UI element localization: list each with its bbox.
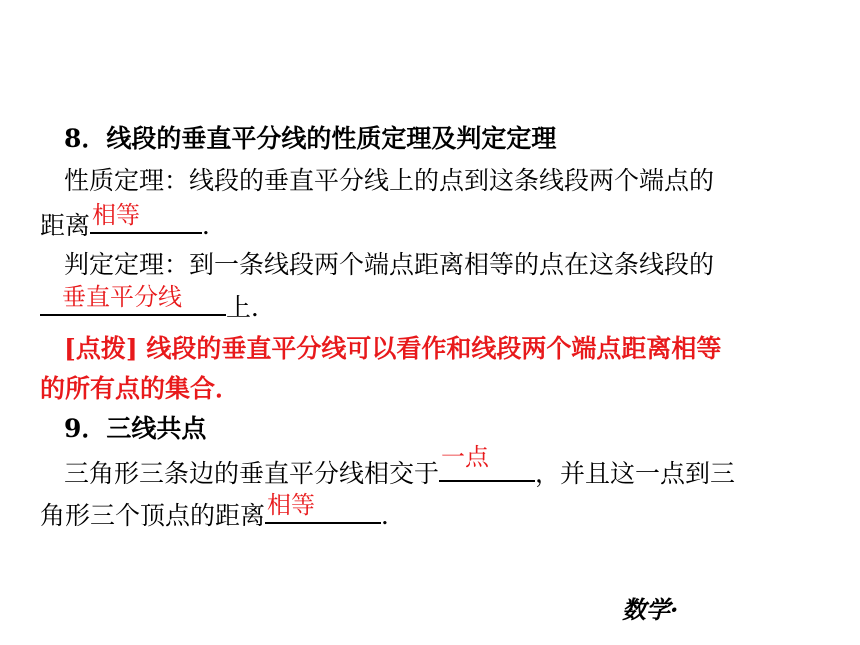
- item-8-property-suffix: ．: [202, 211, 228, 240]
- blank-8b: [40, 283, 226, 316]
- answer-9a: 一点: [441, 443, 490, 471]
- answer-8b: 垂直平分线: [62, 283, 182, 311]
- item-8-judgment-line-2: [40, 283, 277, 325]
- item-8-property-prefix: 距离: [40, 211, 91, 240]
- blank-9a: [439, 443, 535, 482]
- item-9-line-2-prefix: 角形三个顶点的距离: [40, 501, 266, 530]
- item-8-judgment-suffix: 上．: [226, 293, 277, 322]
- item-9-line-2-suffix: ．: [381, 501, 407, 530]
- blank-8a: [90, 201, 202, 234]
- blank-9b: [265, 491, 381, 524]
- item-8-property-line-1: 性质定理：线段的垂直平分线上的点到这条线段两个端点的: [64, 166, 715, 195]
- item-8-property-line-2: [40, 201, 228, 243]
- item-9-line-1-prefix: 三角形三条边的垂直平分线相交于: [64, 459, 440, 488]
- item-8-judgment-line-1: 判定定理：到一条线段两个端点距离相等的点在这条线段的: [64, 250, 715, 279]
- item-9-line-1: [64, 443, 736, 491]
- item-9-title: 9．三线共点: [64, 414, 207, 443]
- item-8-tip-line-2: 的所有点的集合．: [40, 374, 241, 403]
- item-8-title: 8．线段的垂直平分线的性质定理及判定定理: [64, 124, 557, 153]
- answer-9b: 相等: [267, 491, 316, 519]
- item-9-line-2: [40, 491, 407, 533]
- footer-subject: 数学·: [622, 595, 679, 624]
- item-9-line-1-suffix: ，并且这一点到三: [535, 459, 736, 488]
- item-8-tip-line-1: [点拨] 线段的垂直平分线可以看作和线段两个端点距离相等: [64, 334, 722, 363]
- answer-8a: 相等: [92, 201, 141, 229]
